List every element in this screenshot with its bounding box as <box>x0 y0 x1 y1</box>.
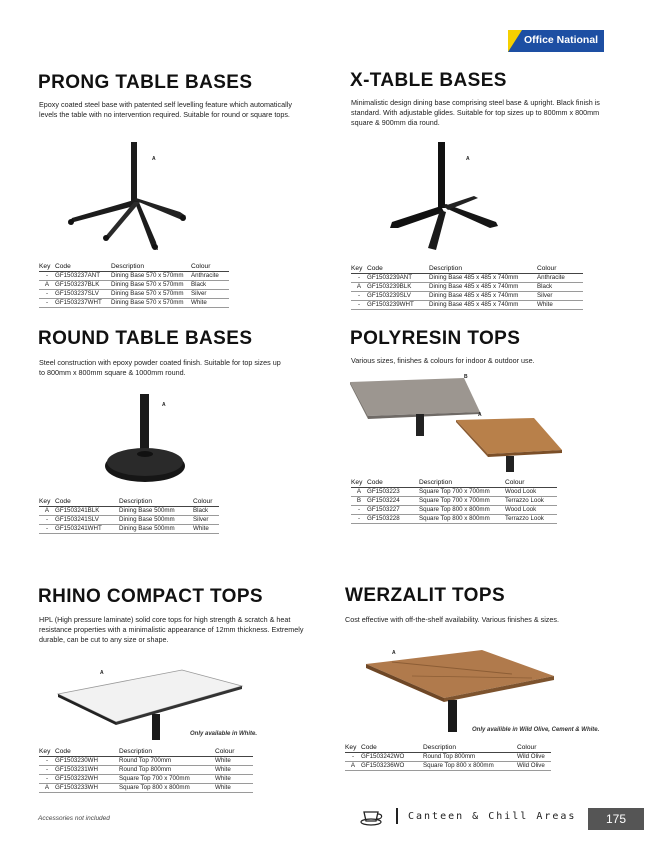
prong-marker: A <box>152 156 156 162</box>
werzalit-marker: A <box>392 650 396 656</box>
table-cell: - <box>45 766 49 773</box>
table-cell: GF1503239ANT <box>367 274 413 281</box>
table-cell: Black <box>193 507 209 514</box>
table-cell: Anthracite <box>191 272 219 279</box>
column-header: Code <box>55 748 71 755</box>
rhino-marker: A <box>100 670 104 676</box>
round-key-table <box>39 498 219 534</box>
table-row <box>351 488 557 497</box>
table-cell: Round Top 800mm <box>119 766 172 773</box>
table-cell: White <box>215 775 231 782</box>
table-cell: Wood Look <box>505 488 537 495</box>
table-cell: Black <box>191 281 207 288</box>
table-cell: GF1503237SLV <box>55 290 99 297</box>
page-number: 175 <box>588 808 644 830</box>
polyresin-table-header <box>351 479 557 488</box>
table-cell: - <box>45 757 49 764</box>
werzalit-note: Only availible in Wild Olive, Cement & White. <box>472 727 600 733</box>
table-cell: - <box>45 299 49 306</box>
table-cell: White <box>215 784 231 791</box>
table-row <box>345 753 551 762</box>
column-header: Colour <box>193 498 213 505</box>
table-row <box>39 757 253 766</box>
xtable-desc: Minimalistic design dining base comprising steel base & upright. Black finish is standard. With adjustable glides. Suitable for top sizes up to 800mm x 800mm square & 900mm dia round. <box>351 98 600 127</box>
table-cell: - <box>357 292 361 299</box>
round-desc: Steel construction with epoxy powder coated finish. Suitable for top sizes up to 800mm x 800mm square & 1000mm round. <box>39 358 281 377</box>
column-header: Key <box>345 744 357 751</box>
xtable-marker: A <box>466 156 470 162</box>
round-table-header <box>39 498 219 507</box>
table-row <box>39 766 253 775</box>
table-cell: Square Top 700 x 700mm <box>119 775 190 782</box>
table-row <box>39 516 219 525</box>
rhino-desc: HPL (High pressure laminate) solid core tops for high strength & scratch & heat resistance properties with a minimalistic appearance of 12mm thickness. Extremely durable, can be cut to any size or shape. <box>39 615 304 644</box>
table-cell: Square Top 800 x 800mm <box>419 506 490 513</box>
table-cell: Black <box>537 283 553 290</box>
table-cell: Square Top 800 x 800mm <box>119 784 190 791</box>
table-row <box>39 525 219 534</box>
xtable-title: X-TABLE BASES <box>350 70 507 91</box>
table-cell: Wood Look <box>505 506 537 513</box>
table-row <box>39 507 219 516</box>
table-cell: GF1503232WH <box>55 775 98 782</box>
xtable-base-image <box>378 140 508 255</box>
table-cell: Dining Base 570 x 570mm <box>111 290 184 297</box>
table-cell: Silver <box>191 290 207 297</box>
table-cell: Square Top 800 x 800mm <box>419 515 490 522</box>
prong-base-image <box>60 140 190 255</box>
xtable-table-header <box>351 265 583 274</box>
table-cell: Wild Olive <box>517 753 545 760</box>
table-cell: GF1503237BLK <box>55 281 100 288</box>
table-cell: Square Top 800 x 800mm <box>423 762 494 769</box>
polyresin-key-table <box>351 479 557 524</box>
polyresin-marker-a: A <box>478 412 482 418</box>
column-header: Key <box>351 265 363 272</box>
werzalit-title: WERZALIT TOPS <box>345 585 506 606</box>
column-header: Key <box>351 479 363 486</box>
rhino-key-table <box>39 748 253 793</box>
column-header: Colour <box>191 263 211 270</box>
table-cell: GF1503241SLV <box>55 516 99 523</box>
table-cell: - <box>351 753 355 760</box>
column-header: Description <box>419 479 452 486</box>
table-cell: Dining Base 570 x 570mm <box>111 299 184 306</box>
round-marker: A <box>162 402 166 408</box>
footer-section-title: Canteen & Chill Areas <box>408 811 577 822</box>
column-header: Colour <box>517 744 537 751</box>
round-title: ROUND TABLE BASES <box>38 328 253 349</box>
table-cell: White <box>215 766 231 773</box>
rhino-note: Only available in White. <box>190 731 258 737</box>
werzalit-table-header <box>345 744 551 753</box>
accessories-note: Accessories not included <box>38 815 110 822</box>
table-cell: B <box>356 497 362 504</box>
table-cell: - <box>45 272 49 279</box>
table-cell: GF1503223 <box>367 488 400 495</box>
coffee-cup-icon <box>360 808 384 826</box>
table-cell: GF1503224 <box>367 497 400 504</box>
polyresin-desc: Various sizes, finishes & colours for indoor & outdoor use. <box>351 356 535 365</box>
table-cell: - <box>45 775 49 782</box>
polyresin-marker-b: B <box>464 374 468 380</box>
table-cell: Terrazzo Look <box>505 515 544 522</box>
table-cell: A <box>44 281 50 288</box>
table-row <box>39 272 229 281</box>
column-header: Colour <box>537 265 557 272</box>
column-header: Code <box>55 263 71 270</box>
table-cell: GF1503236WO <box>361 762 405 769</box>
table-cell: GF1503227 <box>367 506 400 513</box>
table-cell: Silver <box>193 516 209 523</box>
table-cell: Dining Base 570 x 570mm <box>111 281 184 288</box>
table-cell: GF1503241BLK <box>55 507 100 514</box>
prong-table-header <box>39 263 229 272</box>
column-header: Code <box>367 479 383 486</box>
footer-divider <box>396 808 398 824</box>
prong-title: PRONG TABLE BASES <box>38 72 253 93</box>
table-cell: Dining Base 500mm <box>119 525 175 532</box>
table-cell: Square Top 700 x 700mm <box>419 497 490 504</box>
column-header: Description <box>423 744 456 751</box>
column-header: Colour <box>505 479 525 486</box>
table-cell: White <box>215 757 231 764</box>
table-row <box>351 274 583 283</box>
table-cell: GF1503239SLV <box>367 292 411 299</box>
table-cell: Anthracite <box>537 274 565 281</box>
werzalit-top-image <box>362 646 562 736</box>
table-row <box>345 762 551 771</box>
polyresin-tops-image <box>348 374 568 474</box>
table-cell: - <box>45 525 49 532</box>
rhino-title: RHINO COMPACT TOPS <box>38 586 264 607</box>
table-row <box>351 283 583 292</box>
column-header: Description <box>111 263 144 270</box>
column-header: Code <box>55 498 71 505</box>
table-cell: A <box>356 283 362 290</box>
table-cell: GF1503237ANT <box>55 272 101 279</box>
table-row <box>351 301 583 310</box>
table-row <box>351 506 557 515</box>
table-cell: GF1503228 <box>367 515 400 522</box>
table-cell: Terrazzo Look <box>505 497 544 504</box>
table-cell: A <box>350 762 356 769</box>
werzalit-desc: Cost effective with off-the-shelf availability. Various finishes & sizes. <box>345 615 559 624</box>
column-header: Code <box>361 744 377 751</box>
table-row <box>39 299 229 308</box>
table-cell: Dining Base 500mm <box>119 507 175 514</box>
table-cell: A <box>44 784 50 791</box>
prong-desc: Epoxy coated steel base with patented self levelling feature which automatically levels the table with no intervention required. Suitable for round or square tops. <box>39 100 292 119</box>
table-cell: GF1503230WH <box>55 757 98 764</box>
column-header: Key <box>39 498 51 505</box>
table-cell: Round Top 700mm <box>119 757 172 764</box>
werzalit-key-table <box>345 744 551 771</box>
brand-name: Office National <box>524 34 599 46</box>
table-cell: Dining Base 485 x 485 x 740mm <box>429 274 519 281</box>
table-cell: White <box>191 299 207 306</box>
xtable-key-table <box>351 265 583 310</box>
table-row <box>39 290 229 299</box>
column-header: Code <box>367 265 383 272</box>
table-cell: - <box>45 516 49 523</box>
table-cell: GF1503237WHT <box>55 299 102 306</box>
table-cell: A <box>44 507 50 514</box>
table-row <box>351 292 583 301</box>
table-row <box>351 515 557 524</box>
polyresin-title: POLYRESIN TOPS <box>350 328 521 349</box>
column-header: Description <box>119 748 152 755</box>
table-cell: GF1503231WH <box>55 766 98 773</box>
column-header: Key <box>39 748 51 755</box>
column-header: Description <box>119 498 152 505</box>
table-cell: Dining Base 500mm <box>119 516 175 523</box>
table-cell: - <box>357 274 361 281</box>
table-cell: - <box>45 290 49 297</box>
table-cell: White <box>193 525 209 532</box>
table-cell: GF1503239BLK <box>367 283 412 290</box>
column-header: Key <box>39 263 51 270</box>
table-cell: Wild Olive <box>517 762 545 769</box>
table-row <box>39 784 253 793</box>
table-cell: White <box>537 301 553 308</box>
column-header: Description <box>429 265 462 272</box>
column-header: Colour <box>215 748 235 755</box>
table-cell: GF1503241WHT <box>55 525 102 532</box>
table-cell: Silver <box>537 292 553 299</box>
table-cell: - <box>357 515 361 522</box>
office-national-logo <box>508 30 604 52</box>
table-cell: GF1503242WO <box>361 753 405 760</box>
table-row <box>351 497 557 506</box>
round-base-image <box>100 392 192 492</box>
table-cell: GF1503239WHT <box>367 301 414 308</box>
table-cell: Dining Base 485 x 485 x 740mm <box>429 292 519 299</box>
table-cell: Square Top 700 x 700mm <box>419 488 490 495</box>
rhino-table-header <box>39 748 253 757</box>
table-cell: Round Top 800mm <box>423 753 476 760</box>
table-cell: Dining Base 570 x 570mm <box>111 272 184 279</box>
table-cell: Dining Base 485 x 485 x 740mm <box>429 301 519 308</box>
table-cell: - <box>357 506 361 513</box>
table-cell: A <box>356 488 362 495</box>
table-cell: Dining Base 485 x 485 x 740mm <box>429 283 519 290</box>
table-row <box>39 775 253 784</box>
table-cell: - <box>357 301 361 308</box>
prong-key-table <box>39 263 229 308</box>
table-cell: GF1503233WH <box>55 784 98 791</box>
table-row <box>39 281 229 290</box>
